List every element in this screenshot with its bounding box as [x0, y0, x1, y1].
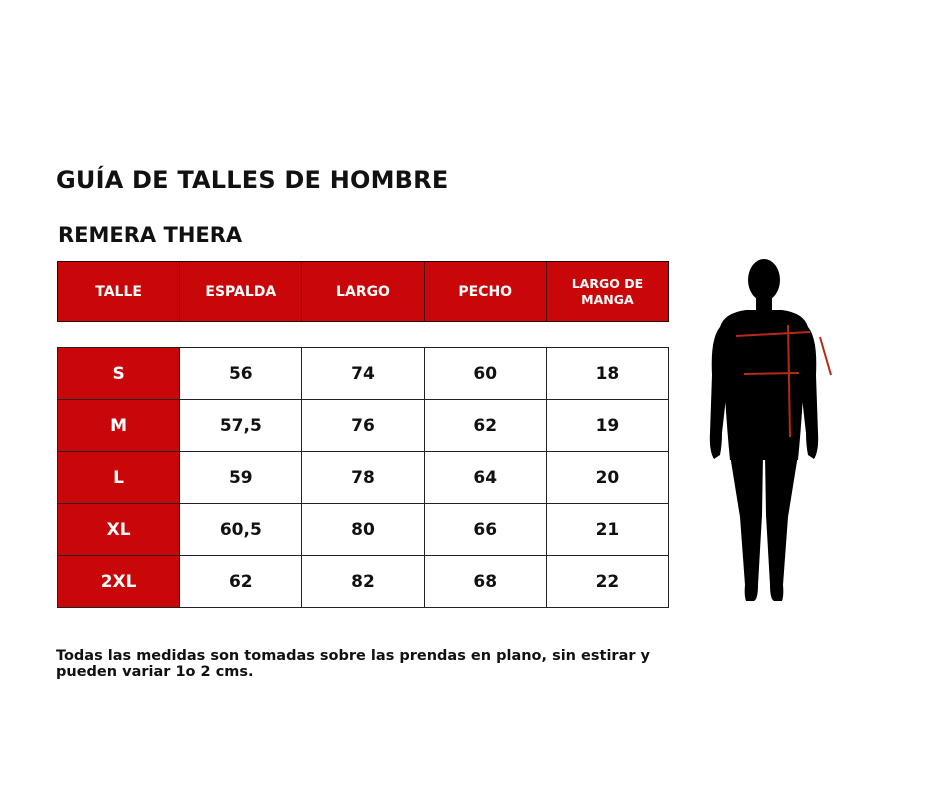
size-cell: XL — [58, 504, 180, 555]
largo-cell: 76 — [302, 400, 424, 451]
header-talle: TALLE — [58, 262, 180, 321]
largo-cell: 78 — [302, 452, 424, 503]
table-row — [58, 452, 668, 504]
espalda-cell: 60,5 — [180, 504, 302, 555]
espalda-cell: 62 — [180, 556, 302, 607]
largo-cell: 82 — [302, 556, 424, 607]
largo-de-manga-cell: 20 — [595, 467, 620, 488]
espalda-cell: 56 — [180, 348, 302, 399]
largo-de-manga-cell: 18 — [595, 363, 620, 384]
pecho-cell: 66 — [425, 504, 547, 555]
table-header — [57, 261, 669, 322]
size-cell: M — [58, 400, 180, 451]
pecho-cell: 64 — [425, 452, 547, 503]
espalda-cell: 59 — [180, 452, 302, 503]
largo-de-manga-cell: 21 — [595, 519, 620, 540]
pecho-cell: 62 — [425, 400, 547, 451]
largo-de-manga-cell: 22 — [595, 571, 620, 592]
largo-de-manga-cell: 19 — [595, 415, 620, 436]
table-row — [58, 348, 668, 400]
page-title: GUÍA DE TALLES DE HOMBRE — [56, 166, 449, 194]
largo-cell: 74 — [302, 348, 424, 399]
pecho-cell: 60 — [425, 348, 547, 399]
size-table — [57, 347, 669, 608]
table-row — [58, 504, 668, 556]
size-cell: S — [58, 348, 180, 399]
header-largo: LARGO — [302, 262, 424, 321]
table-row — [58, 556, 668, 607]
human-body-silhouette-icon — [700, 255, 840, 605]
size-cell: L — [58, 452, 180, 503]
product-name: REMERA THERA — [58, 223, 243, 247]
size-cell: 2XL — [58, 556, 180, 607]
largo-cell: 80 — [302, 504, 424, 555]
table-row — [58, 400, 668, 452]
header-largo-de-manga: LARGO DE MANGA — [547, 262, 668, 321]
espalda-cell: 57,5 — [180, 400, 302, 451]
header-pecho: PECHO — [425, 262, 547, 321]
pecho-cell: 68 — [425, 556, 547, 607]
measurement-note: Todas las medidas son tomadas sobre las prendas en plano, sin estirar y pueden variar 1o 2 cms. — [56, 648, 651, 680]
header-espalda: ESPALDA — [180, 262, 302, 321]
